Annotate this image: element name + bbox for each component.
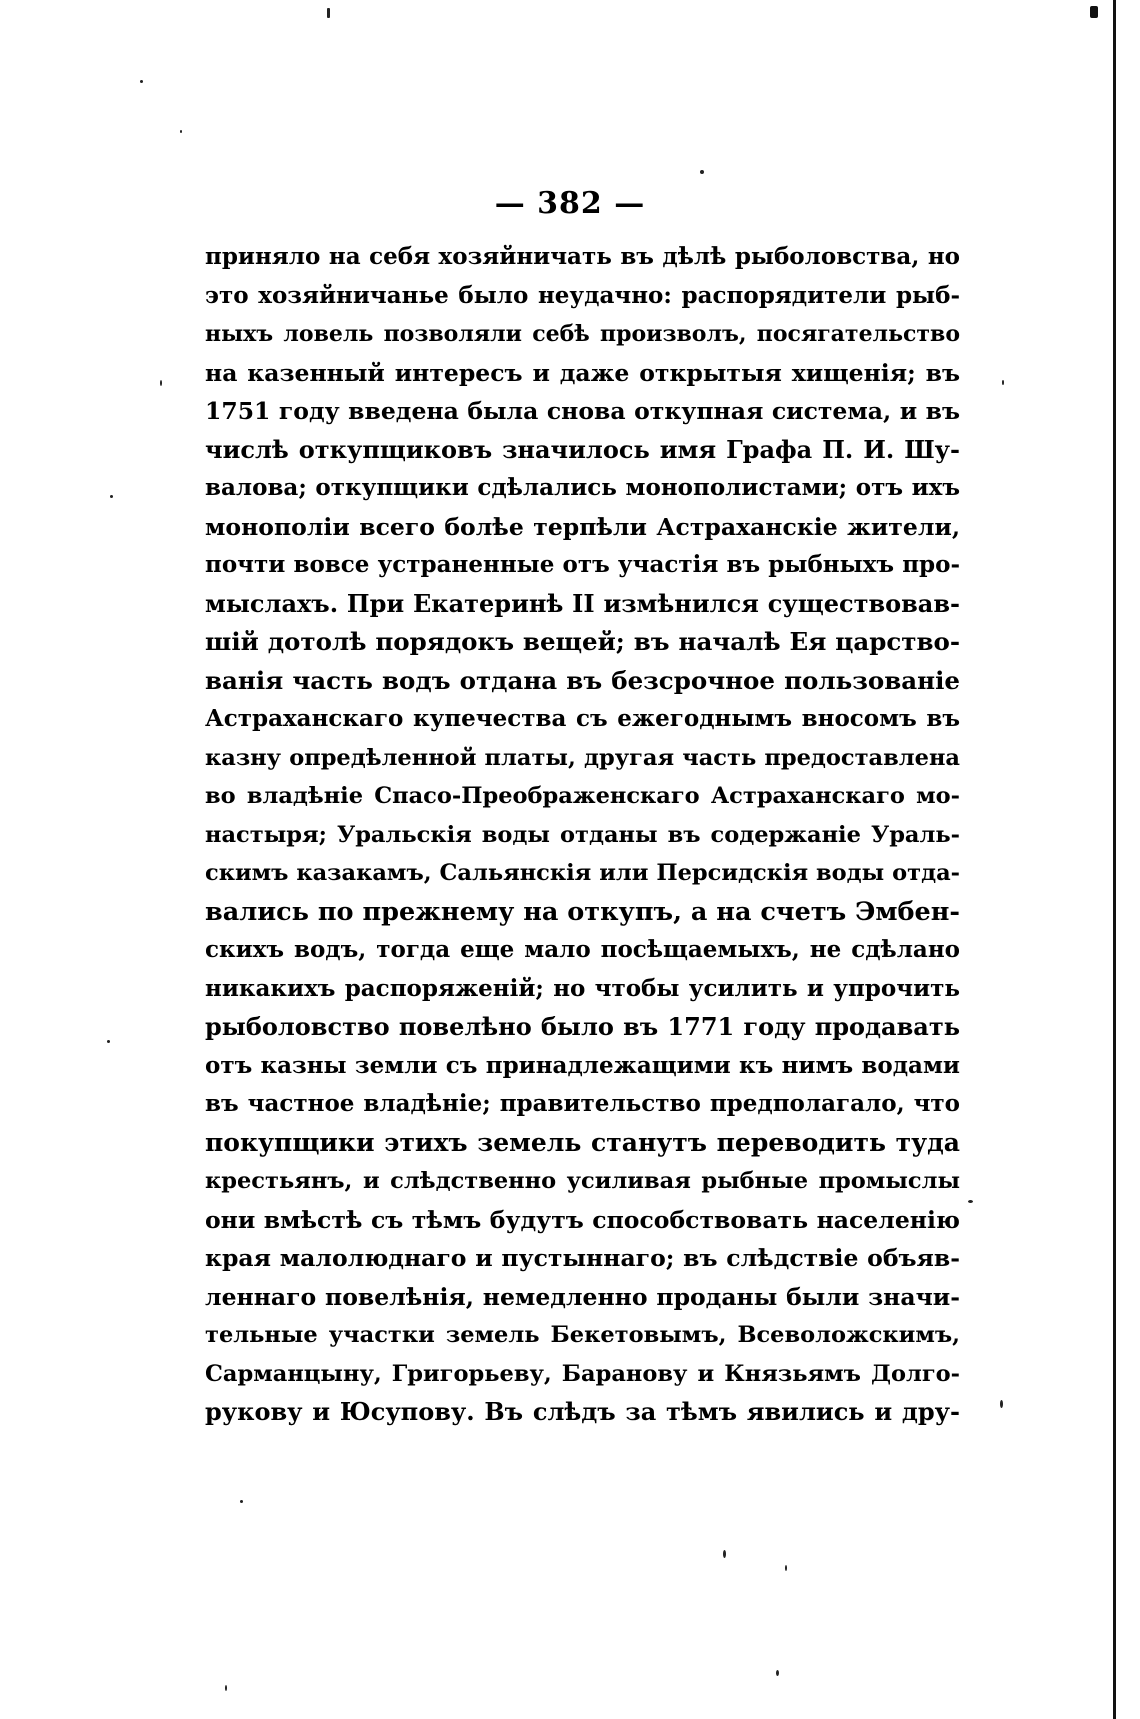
text-line: края малолюднаго и пустыннаго; въ слѣдствіе объяв- [205, 1244, 960, 1272]
scan-speck [1002, 380, 1004, 385]
text-line: 1751 году введена была снова откупная система, и въ [205, 397, 960, 425]
scan-speck [776, 1670, 779, 1676]
text-line: монополіи всего болѣе терпѣли Астраханскіе жители, [205, 512, 960, 541]
text-line: рукову и Юсупову. Въ слѣдъ за тѣмъ явились и дру- [205, 1397, 960, 1426]
scan-speck [1000, 1400, 1003, 1408]
scan-speck [700, 170, 704, 174]
text-line: числѣ откупщиковъ значилось имя Графа П. И. Шу- [205, 434, 960, 464]
text-line: вались по прежнему на откупъ, а на счетъ Эмбен- [205, 896, 960, 927]
text-line: это хозяйничанье было неудачно: распорядители рыб- [205, 281, 960, 309]
scan-speck [240, 1500, 243, 1503]
text-line: Астраханскаго купечества съ ежегоднымъ вносомъ въ [205, 705, 960, 732]
text-line: отъ казны земли съ принадлежащими къ нимъ водами [205, 1051, 960, 1079]
text-line: во владѣніе Спасо-Преображенскаго Астраханскаго мо- [205, 783, 960, 809]
corner-mark [1090, 6, 1098, 18]
text-line: шій дотолѣ порядокъ вещей; въ началѣ Ея царство- [205, 627, 960, 656]
body-text [205, 238, 960, 1432]
text-line: мыслахъ. При Екатеринѣ II измѣнился существовав- [205, 588, 960, 618]
scan-speck [180, 130, 182, 133]
scan-speck [225, 1685, 227, 1691]
page-number: — 382 — [494, 186, 646, 221]
text-line: леннаго повелѣнія, немедленно проданы были значи- [205, 1282, 960, 1311]
text-line: ныхъ ловель позволяли себѣ произволъ, посягательство [205, 321, 960, 347]
text-line: казну опредѣленной платы, другая часть предоставлена [205, 744, 960, 771]
scan-speck [107, 1040, 110, 1043]
text-line: настыря; Уральскія воды отданы въ содержаніе Ураль- [205, 821, 960, 848]
text-line: скихъ водъ, тогда еще мало посѣщаемыхъ, не сдѣлано [205, 936, 960, 963]
text-line: въ частное владѣніе; правительство предполагало, что [205, 1090, 960, 1117]
text-line: валова; откупщики сдѣлались монополистами; отъ ихъ [205, 474, 960, 501]
scan-speck [723, 1550, 726, 1558]
text-line: никакихъ распоряженій; но чтобы усилить и упрочить [205, 974, 960, 1002]
scan-speck [327, 8, 330, 18]
text-line: Сарманцыну, Григорьеву, Баранову и Князьямъ Долго- [205, 1360, 960, 1387]
text-line: на казенный интересъ и даже открытыя хищенія; въ [205, 358, 960, 387]
text-line: крестьянъ, и слѣдственно усиливая рыбные промыслы [205, 1168, 960, 1194]
scan-speck [140, 80, 143, 83]
text-line: тельные участки земель Бекетовымъ, Всеволожскимъ, [205, 1322, 960, 1348]
text-line: почти вовсе устраненные отъ участія въ рыбныхъ про- [205, 551, 960, 578]
text-line: приняло на себя хозяйничать въ дѣлѣ рыболовства, но [205, 243, 960, 270]
scan-speck [160, 380, 162, 386]
text-line: они вмѣстѣ съ тѣмъ будутъ способствовать населенію [205, 1205, 960, 1234]
scan-speck [785, 1565, 787, 1571]
text-line: рыболовство повелѣно было въ 1771 году продавать [205, 1012, 960, 1041]
text-line: покупщики этихъ земель станутъ переводить туда [205, 1127, 960, 1157]
page-edge-shadow [1113, 0, 1116, 1719]
scan-speck [110, 495, 113, 498]
scan-speck [968, 1200, 973, 1203]
text-line: скимъ казакамъ, Сальянскія или Персидскія воды отда- [205, 860, 960, 886]
text-line: ванія часть водъ отдана въ безсрочное пользованіе [205, 665, 960, 695]
